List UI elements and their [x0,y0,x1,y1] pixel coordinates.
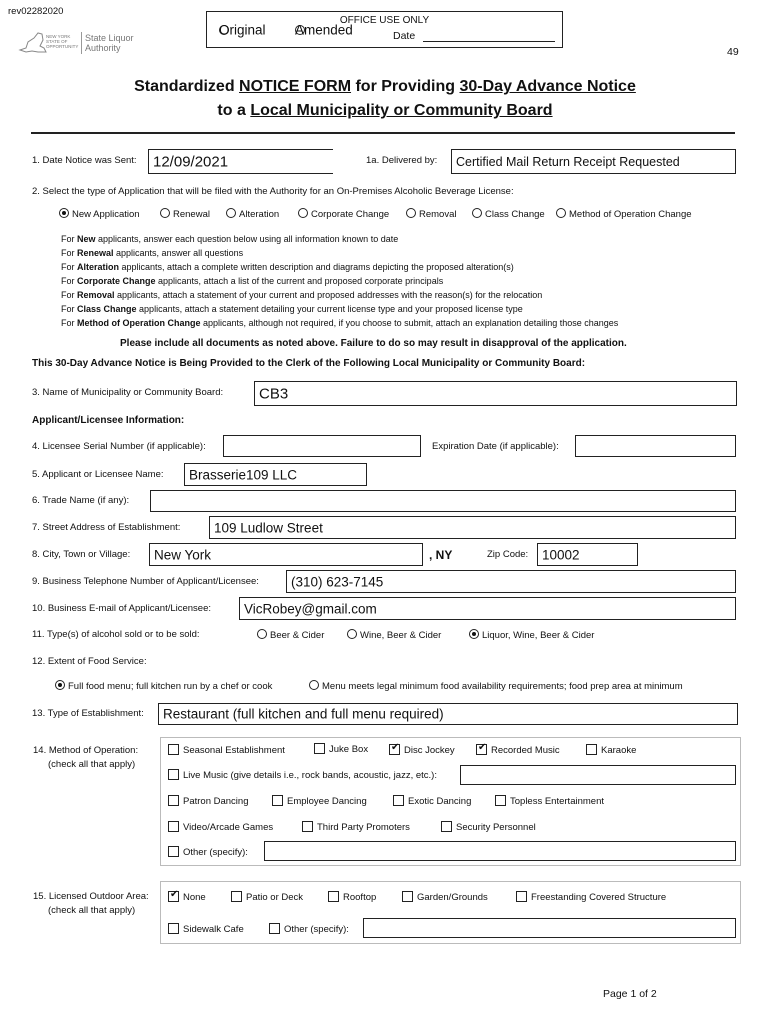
logo-state-text: NEW YORK STATE OF OPPORTUNITY [46,34,79,49]
checkbox-icon [168,846,179,857]
logo-agency-line1: State Liquor [85,33,134,43]
checkbox-icon [269,923,280,934]
radio-icon [226,208,236,218]
q8-label: 8. City, Town or Village: [32,549,131,560]
checkbox-checked-icon [476,744,487,755]
instruction-method-change: For Method of Operation Change applicants, although not required, if you choose to submit, attach an explanation detailing those changes [61,318,619,328]
page-number: 49 [727,46,739,58]
instruction-removal: For Removal applicants, attach a statement of your current and proposed addresses with the reason(s) for the relocation [61,290,543,300]
op-exotic-dancing[interactable]: Exotic Dancing [393,795,471,807]
q9-label: 9. Business Telephone Number of Applicant/Licensee: [32,576,259,587]
checkbox-icon [168,923,179,934]
radio-icon [160,208,170,218]
logo-agency-line2: Authority [85,43,121,53]
live-music-details-field[interactable] [460,765,736,785]
checkbox-icon [168,821,179,832]
date-sent-field[interactable]: 12/09/2021 [148,149,333,174]
radio-icon [298,208,308,218]
checkbox-icon [168,769,179,780]
outdoor-other[interactable]: Other (specify): [269,923,349,935]
q12-label: 12. Extent of Food Service: [32,656,147,667]
app-type-method-change[interactable]: Method of Operation Change [556,208,692,220]
nys-sla-logo [18,30,148,58]
checkbox-checked-icon [389,744,400,755]
q6-label: 6. Trade Name (if any): [32,495,130,506]
state-label: , NY [429,548,453,562]
page-footer: Page 1 of 2 [603,988,657,1000]
municipality-field[interactable]: CB3 [254,381,737,406]
radio-icon [257,629,267,639]
op-other-field[interactable] [264,841,736,861]
op-topless[interactable]: Topless Entertainment [495,795,604,807]
instruction-corporate-change: For Corporate Change applicants, attach a list of the current and proposed corporate principals [61,276,444,286]
op-other[interactable]: Other (specify): [168,846,248,858]
applicant-heading: Applicant/Licensee Information: [32,415,185,426]
q5-label: 5. Applicant or Licensee Name: [32,469,164,480]
app-type-alteration[interactable]: Alteration [226,208,279,220]
op-karaoke[interactable]: Karaoke [586,744,636,756]
expiration-date-field[interactable] [575,435,736,457]
q11-label: 11. Type(s) of alcohol sold or to be sold: [32,629,200,640]
checkbox-icon [516,891,527,902]
outdoor-other-field[interactable] [363,918,736,938]
checkbox-icon [402,891,413,902]
food-legal-minimum[interactable]: Menu meets legal minimum food availability requirements; food prep area at minimum [309,680,683,692]
op-third-party[interactable]: Third Party Promoters [302,821,410,833]
checkbox-icon [328,891,339,902]
form-title-line1: Standardized NOTICE FORM for Providing 30-Day Advance Notice [134,78,636,95]
outdoor-patio[interactable]: Patio or Deck [231,891,303,903]
radio-icon [472,208,482,218]
instruction-new: For New applicants, answer each question below using all information known to date [61,234,399,244]
alcohol-wine-beer-cider[interactable]: Wine, Beer & Cider [347,629,441,641]
app-type-renewal[interactable]: Renewal [160,208,210,220]
q7-label: 7. Street Address of Establishment: [32,522,181,533]
revision-code: rev02282020 [8,6,64,17]
form-title-line2: to a Local Municipality or Community Board [217,102,553,119]
office-date-label: Date [393,30,416,42]
instruction-renewal: For Renewal applicants, answer all questions [61,248,244,258]
outdoor-rooftop[interactable]: Rooftop [328,891,376,903]
telephone-field[interactable]: (310) 623-7145 [286,570,736,593]
op-recorded-music[interactable]: ✔ Recorded Music [476,744,560,756]
checkbox-icon [441,821,452,832]
city-field[interactable]: New York [149,543,423,566]
provided-to-heading: This 30-Day Advance Notice is Being Provided to the Clerk of the Following Local Municipality or Community Board: [32,358,586,369]
checkbox-icon [586,744,597,755]
outdoor-garden[interactable]: Garden/Grounds [402,891,488,903]
instruction-alteration: For Alteration applicants, attach a complete written description and diagrams depicting the proposed alteration(s) [61,262,514,272]
outdoor-none[interactable]: ✔None [168,891,206,903]
op-live-music[interactable]: Live Music (give details i.e., rock bands, acoustic, jazz, etc.): [168,769,437,781]
radio-selected-icon [59,208,69,218]
new-york-state-map-icon [18,30,48,56]
radio-icon [556,208,566,218]
checkbox-icon [393,795,404,806]
q10-label: 10. Business E-mail of Applicant/Licensee: [32,603,212,614]
checkbox-checked-icon [168,891,179,902]
checkbox-icon [272,795,283,806]
op-disc-jockey[interactable]: ✔ Disc Jockey [389,744,455,756]
zip-label: Zip Code: [487,549,529,560]
radio-icon [347,629,357,639]
outdoor-freestanding[interactable]: Freestanding Covered Structure [516,891,666,903]
radio-selected-icon [469,629,479,639]
instruction-class-change: For Class Change applicants, attach a statement detailing your current license type and your proposed license type [61,304,523,314]
delivered-by-field[interactable]: Certified Mail Return Receipt Requested [451,149,736,174]
trade-name-field[interactable] [150,490,736,512]
q1-label: 1. Date Notice was Sent: [32,155,137,166]
checkbox-icon [168,795,179,806]
establishment-type-field[interactable]: Restaurant (full kitchen and full menu required) [158,703,738,725]
checkbox-icon [302,821,313,832]
checkbox-icon [314,743,325,754]
zip-code-field[interactable]: 10002 [537,543,638,566]
office-use-box: OFFICE USE ONLY Original Amended Date [206,11,563,48]
expiration-label: Expiration Date (if applicable): [432,441,559,452]
applicant-name-field[interactable]: Brasserie109 LLC [184,463,367,486]
alcohol-beer-cider[interactable]: Beer & Cider [257,629,324,641]
op-seasonal[interactable]: Seasonal Establishment [168,744,285,756]
q14-label-line1: 14. Method of Operation: [33,745,139,756]
q14-label-line2: (check all that apply) [48,759,136,770]
radio-icon [406,208,416,218]
op-juke-box[interactable]: Juke Box [314,743,368,755]
app-type-new[interactable]: New Application [59,208,140,220]
serial-number-field[interactable] [223,435,421,457]
op-patron-dancing[interactable]: Patron Dancing [168,795,248,807]
op-employee-dancing[interactable]: Employee Dancing [272,795,367,807]
title-divider [31,132,735,134]
documents-warning: Please include all documents as noted above. Failure to do so may result in disapproval of the application. [120,338,627,349]
outdoor-sidewalk-cafe[interactable]: Sidewalk Cafe [168,923,244,935]
street-address-field[interactable]: 109 Ludlow Street [209,516,736,539]
app-type-corporate-change[interactable]: Corporate Change [298,208,389,220]
checkbox-icon [168,744,179,755]
radio-selected-icon [55,680,65,690]
food-full-menu[interactable]: Full food menu; full kitchen run by a chef or cook [55,680,272,692]
office-use-title: OFFICE USE ONLY [339,15,430,26]
q15-label-line1: 15. Licensed Outdoor Area: [33,891,149,902]
office-date-line[interactable] [423,41,555,42]
radio-icon [309,680,319,690]
q15-label-line2: (check all that apply) [48,905,136,916]
op-video-arcade[interactable]: Video/Arcade Games [168,821,273,833]
q2-label: 2. Select the type of Application that will be filed with the Authority for an On-Premises Alcoholic Beverage License: [32,186,514,197]
q13-label: 13. Type of Establishment: [32,708,144,719]
alcohol-liquor-wine-beer-cider[interactable]: Liquor, Wine, Beer & Cider [469,629,594,641]
q4-label: 4. Licensee Serial Number (if applicable): [32,441,206,452]
app-type-removal[interactable]: Removal [406,208,457,220]
op-security[interactable]: Security Personnel [441,821,536,833]
q3-label: 3. Name of Municipality or Community Board: [32,387,224,398]
checkbox-icon [495,795,506,806]
app-type-class-change[interactable]: Class Change [472,208,545,220]
checkbox-icon [231,891,242,902]
email-field[interactable]: VicRobey@gmail.com [239,597,736,620]
q1a-label: 1a. Delivered by: [366,155,438,166]
